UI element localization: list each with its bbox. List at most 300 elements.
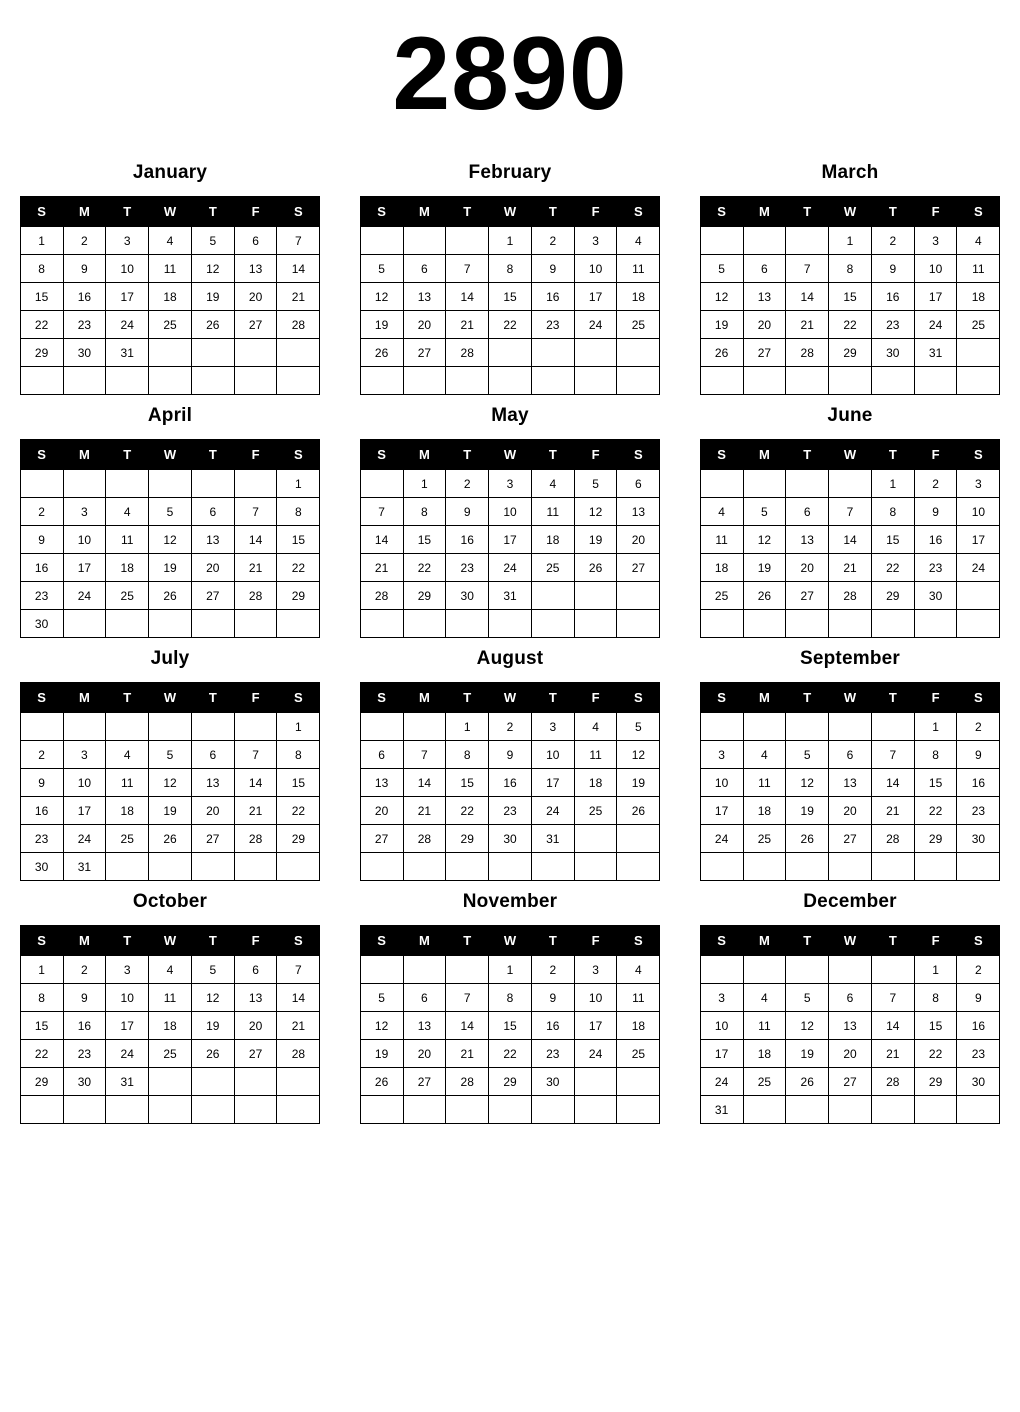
day-cell[interactable]: 21 [403, 797, 446, 825]
day-cell[interactable]: 16 [914, 526, 957, 554]
day-cell[interactable]: 5 [149, 741, 192, 769]
day-cell[interactable]: 26 [360, 1068, 403, 1096]
day-cell[interactable]: 1 [489, 227, 532, 255]
day-cell[interactable]: 14 [446, 1012, 489, 1040]
day-cell[interactable]: 14 [360, 526, 403, 554]
day-cell[interactable]: 28 [446, 339, 489, 367]
day-cell[interactable]: 27 [403, 1068, 446, 1096]
day-cell[interactable]: 21 [871, 1040, 914, 1068]
day-cell[interactable]: 1 [489, 956, 532, 984]
day-cell[interactable]: 26 [786, 825, 829, 853]
day-cell[interactable]: 25 [106, 582, 149, 610]
day-cell[interactable]: 26 [574, 554, 617, 582]
day-cell[interactable]: 10 [574, 255, 617, 283]
day-cell[interactable]: 3 [106, 227, 149, 255]
day-cell[interactable]: 16 [489, 769, 532, 797]
day-cell[interactable]: 15 [403, 526, 446, 554]
day-cell[interactable]: 17 [106, 283, 149, 311]
day-cell[interactable]: 23 [63, 1040, 106, 1068]
day-cell[interactable]: 29 [914, 825, 957, 853]
day-cell[interactable]: 7 [360, 498, 403, 526]
day-cell[interactable]: 3 [63, 741, 106, 769]
day-cell[interactable]: 12 [149, 769, 192, 797]
day-cell[interactable]: 30 [489, 825, 532, 853]
day-cell[interactable]: 19 [149, 797, 192, 825]
day-cell[interactable]: 2 [871, 227, 914, 255]
day-cell[interactable]: 10 [914, 255, 957, 283]
day-cell[interactable]: 20 [829, 1040, 872, 1068]
day-cell[interactable]: 22 [403, 554, 446, 582]
day-cell[interactable]: 4 [957, 227, 1000, 255]
day-cell[interactable]: 27 [234, 1040, 277, 1068]
day-cell[interactable]: 5 [191, 956, 234, 984]
day-cell[interactable]: 27 [191, 582, 234, 610]
day-cell[interactable]: 25 [531, 554, 574, 582]
day-cell[interactable]: 22 [277, 554, 320, 582]
day-cell[interactable]: 24 [914, 311, 957, 339]
day-cell[interactable]: 17 [574, 283, 617, 311]
day-cell[interactable]: 29 [446, 825, 489, 853]
day-cell[interactable]: 19 [743, 554, 786, 582]
day-cell[interactable]: 18 [106, 797, 149, 825]
day-cell[interactable]: 29 [20, 339, 63, 367]
day-cell[interactable]: 28 [403, 825, 446, 853]
day-cell[interactable]: 2 [446, 470, 489, 498]
day-cell[interactable]: 16 [957, 1012, 1000, 1040]
day-cell[interactable]: 5 [360, 984, 403, 1012]
day-cell[interactable]: 3 [574, 227, 617, 255]
day-cell[interactable]: 25 [957, 311, 1000, 339]
day-cell[interactable]: 11 [957, 255, 1000, 283]
day-cell[interactable]: 23 [957, 1040, 1000, 1068]
day-cell[interactable]: 23 [489, 797, 532, 825]
day-cell[interactable]: 19 [786, 797, 829, 825]
day-cell[interactable]: 27 [829, 825, 872, 853]
day-cell[interactable]: 25 [617, 311, 660, 339]
day-cell[interactable]: 7 [446, 984, 489, 1012]
day-cell[interactable]: 20 [234, 283, 277, 311]
day-cell[interactable]: 3 [531, 713, 574, 741]
day-cell[interactable]: 2 [957, 713, 1000, 741]
day-cell[interactable]: 29 [829, 339, 872, 367]
day-cell[interactable]: 25 [574, 797, 617, 825]
day-cell[interactable]: 11 [574, 741, 617, 769]
day-cell[interactable]: 14 [403, 769, 446, 797]
day-cell[interactable]: 11 [149, 255, 192, 283]
day-cell[interactable]: 31 [531, 825, 574, 853]
day-cell[interactable]: 23 [63, 311, 106, 339]
day-cell[interactable]: 17 [63, 797, 106, 825]
day-cell[interactable]: 28 [234, 825, 277, 853]
day-cell[interactable]: 6 [403, 984, 446, 1012]
day-cell[interactable]: 4 [743, 741, 786, 769]
day-cell[interactable]: 20 [360, 797, 403, 825]
day-cell[interactable]: 15 [20, 1012, 63, 1040]
day-cell[interactable]: 27 [234, 311, 277, 339]
day-cell[interactable]: 31 [106, 339, 149, 367]
day-cell[interactable]: 18 [149, 1012, 192, 1040]
day-cell[interactable]: 1 [403, 470, 446, 498]
day-cell[interactable]: 21 [277, 1012, 320, 1040]
day-cell[interactable]: 22 [446, 797, 489, 825]
day-cell[interactable]: 25 [617, 1040, 660, 1068]
day-cell[interactable]: 20 [743, 311, 786, 339]
day-cell[interactable]: 11 [531, 498, 574, 526]
day-cell[interactable]: 10 [106, 255, 149, 283]
day-cell[interactable]: 9 [531, 984, 574, 1012]
day-cell[interactable]: 14 [277, 984, 320, 1012]
day-cell[interactable]: 19 [360, 1040, 403, 1068]
day-cell[interactable]: 13 [191, 769, 234, 797]
day-cell[interactable]: 27 [191, 825, 234, 853]
day-cell[interactable]: 13 [234, 984, 277, 1012]
day-cell[interactable]: 12 [191, 255, 234, 283]
day-cell[interactable]: 28 [871, 825, 914, 853]
day-cell[interactable]: 29 [489, 1068, 532, 1096]
day-cell[interactable]: 13 [786, 526, 829, 554]
day-cell[interactable]: 15 [446, 769, 489, 797]
day-cell[interactable]: 17 [700, 797, 743, 825]
day-cell[interactable]: 5 [786, 984, 829, 1012]
day-cell[interactable]: 24 [700, 825, 743, 853]
day-cell[interactable]: 16 [63, 283, 106, 311]
day-cell[interactable]: 17 [957, 526, 1000, 554]
day-cell[interactable]: 28 [234, 582, 277, 610]
day-cell[interactable]: 8 [20, 255, 63, 283]
day-cell[interactable]: 24 [63, 825, 106, 853]
day-cell[interactable]: 19 [786, 1040, 829, 1068]
day-cell[interactable]: 24 [106, 1040, 149, 1068]
day-cell[interactable]: 14 [234, 526, 277, 554]
day-cell[interactable]: 8 [403, 498, 446, 526]
day-cell[interactable]: 14 [786, 283, 829, 311]
day-cell[interactable]: 26 [617, 797, 660, 825]
day-cell[interactable]: 3 [489, 470, 532, 498]
day-cell[interactable]: 13 [617, 498, 660, 526]
day-cell[interactable]: 27 [617, 554, 660, 582]
day-cell[interactable]: 8 [489, 984, 532, 1012]
day-cell[interactable]: 7 [234, 498, 277, 526]
day-cell[interactable]: 7 [786, 255, 829, 283]
day-cell[interactable]: 10 [531, 741, 574, 769]
day-cell[interactable]: 1 [871, 470, 914, 498]
day-cell[interactable]: 13 [403, 1012, 446, 1040]
day-cell[interactable]: 8 [914, 984, 957, 1012]
day-cell[interactable]: 21 [277, 283, 320, 311]
day-cell[interactable]: 28 [829, 582, 872, 610]
day-cell[interactable]: 21 [829, 554, 872, 582]
day-cell[interactable]: 16 [871, 283, 914, 311]
day-cell[interactable]: 4 [106, 498, 149, 526]
day-cell[interactable]: 3 [700, 984, 743, 1012]
day-cell[interactable]: 30 [446, 582, 489, 610]
day-cell[interactable]: 20 [403, 1040, 446, 1068]
day-cell[interactable]: 18 [617, 283, 660, 311]
day-cell[interactable]: 24 [574, 311, 617, 339]
day-cell[interactable]: 20 [829, 797, 872, 825]
day-cell[interactable]: 31 [63, 853, 106, 881]
day-cell[interactable]: 20 [786, 554, 829, 582]
day-cell[interactable]: 26 [191, 311, 234, 339]
day-cell[interactable]: 22 [489, 311, 532, 339]
day-cell[interactable]: 21 [446, 311, 489, 339]
day-cell[interactable]: 17 [700, 1040, 743, 1068]
day-cell[interactable]: 26 [149, 825, 192, 853]
day-cell[interactable]: 5 [149, 498, 192, 526]
day-cell[interactable]: 6 [234, 227, 277, 255]
day-cell[interactable]: 25 [700, 582, 743, 610]
day-cell[interactable]: 22 [914, 797, 957, 825]
day-cell[interactable]: 9 [63, 255, 106, 283]
day-cell[interactable]: 21 [234, 554, 277, 582]
day-cell[interactable]: 26 [743, 582, 786, 610]
day-cell[interactable]: 9 [957, 741, 1000, 769]
day-cell[interactable]: 6 [786, 498, 829, 526]
day-cell[interactable]: 18 [574, 769, 617, 797]
day-cell[interactable]: 30 [957, 1068, 1000, 1096]
day-cell[interactable]: 8 [829, 255, 872, 283]
day-cell[interactable]: 17 [914, 283, 957, 311]
day-cell[interactable]: 3 [700, 741, 743, 769]
day-cell[interactable]: 6 [234, 956, 277, 984]
day-cell[interactable]: 9 [957, 984, 1000, 1012]
day-cell[interactable]: 14 [829, 526, 872, 554]
day-cell[interactable]: 5 [786, 741, 829, 769]
day-cell[interactable]: 7 [829, 498, 872, 526]
day-cell[interactable]: 5 [191, 227, 234, 255]
day-cell[interactable]: 21 [871, 797, 914, 825]
day-cell[interactable]: 7 [871, 741, 914, 769]
day-cell[interactable]: 7 [403, 741, 446, 769]
day-cell[interactable]: 15 [914, 769, 957, 797]
day-cell[interactable]: 15 [20, 283, 63, 311]
day-cell[interactable]: 1 [20, 227, 63, 255]
day-cell[interactable]: 18 [700, 554, 743, 582]
day-cell[interactable]: 26 [700, 339, 743, 367]
day-cell[interactable]: 20 [234, 1012, 277, 1040]
day-cell[interactable]: 13 [829, 1012, 872, 1040]
day-cell[interactable]: 4 [617, 227, 660, 255]
day-cell[interactable]: 16 [20, 797, 63, 825]
day-cell[interactable]: 21 [446, 1040, 489, 1068]
day-cell[interactable]: 6 [829, 984, 872, 1012]
day-cell[interactable]: 2 [20, 498, 63, 526]
day-cell[interactable]: 9 [531, 255, 574, 283]
day-cell[interactable]: 6 [191, 498, 234, 526]
day-cell[interactable]: 8 [489, 255, 532, 283]
day-cell[interactable]: 22 [871, 554, 914, 582]
day-cell[interactable]: 17 [531, 769, 574, 797]
day-cell[interactable]: 17 [63, 554, 106, 582]
day-cell[interactable]: 7 [871, 984, 914, 1012]
day-cell[interactable]: 24 [106, 311, 149, 339]
day-cell[interactable]: 5 [574, 470, 617, 498]
day-cell[interactable]: 23 [446, 554, 489, 582]
day-cell[interactable]: 10 [700, 769, 743, 797]
day-cell[interactable]: 25 [149, 1040, 192, 1068]
day-cell[interactable]: 4 [106, 741, 149, 769]
day-cell[interactable]: 18 [617, 1012, 660, 1040]
day-cell[interactable]: 6 [191, 741, 234, 769]
day-cell[interactable]: 10 [574, 984, 617, 1012]
day-cell[interactable]: 7 [446, 255, 489, 283]
day-cell[interactable]: 18 [149, 283, 192, 311]
day-cell[interactable]: 11 [106, 526, 149, 554]
day-cell[interactable]: 1 [914, 956, 957, 984]
day-cell[interactable]: 4 [149, 956, 192, 984]
day-cell[interactable]: 1 [914, 713, 957, 741]
day-cell[interactable]: 5 [700, 255, 743, 283]
day-cell[interactable]: 1 [20, 956, 63, 984]
day-cell[interactable]: 31 [700, 1096, 743, 1124]
day-cell[interactable]: 12 [743, 526, 786, 554]
day-cell[interactable]: 23 [871, 311, 914, 339]
day-cell[interactable]: 13 [234, 255, 277, 283]
day-cell[interactable]: 11 [106, 769, 149, 797]
day-cell[interactable]: 22 [277, 797, 320, 825]
day-cell[interactable]: 29 [914, 1068, 957, 1096]
day-cell[interactable]: 15 [277, 769, 320, 797]
day-cell[interactable]: 14 [234, 769, 277, 797]
day-cell[interactable]: 16 [20, 554, 63, 582]
day-cell[interactable]: 12 [700, 283, 743, 311]
day-cell[interactable]: 25 [106, 825, 149, 853]
day-cell[interactable]: 20 [403, 311, 446, 339]
day-cell[interactable]: 2 [63, 227, 106, 255]
day-cell[interactable]: 2 [531, 227, 574, 255]
day-cell[interactable]: 3 [914, 227, 957, 255]
day-cell[interactable]: 27 [743, 339, 786, 367]
day-cell[interactable]: 1 [277, 470, 320, 498]
day-cell[interactable]: 16 [63, 1012, 106, 1040]
day-cell[interactable]: 4 [743, 984, 786, 1012]
day-cell[interactable]: 24 [531, 797, 574, 825]
day-cell[interactable]: 28 [277, 311, 320, 339]
day-cell[interactable]: 3 [574, 956, 617, 984]
day-cell[interactable]: 22 [489, 1040, 532, 1068]
day-cell[interactable]: 14 [871, 769, 914, 797]
day-cell[interactable]: 20 [617, 526, 660, 554]
day-cell[interactable]: 19 [360, 311, 403, 339]
day-cell[interactable]: 8 [871, 498, 914, 526]
day-cell[interactable]: 19 [617, 769, 660, 797]
day-cell[interactable]: 17 [106, 1012, 149, 1040]
day-cell[interactable]: 24 [957, 554, 1000, 582]
day-cell[interactable]: 10 [700, 1012, 743, 1040]
day-cell[interactable]: 13 [743, 283, 786, 311]
day-cell[interactable]: 9 [446, 498, 489, 526]
day-cell[interactable]: 16 [531, 1012, 574, 1040]
day-cell[interactable]: 22 [914, 1040, 957, 1068]
day-cell[interactable]: 8 [277, 498, 320, 526]
day-cell[interactable]: 19 [191, 1012, 234, 1040]
day-cell[interactable]: 23 [531, 1040, 574, 1068]
day-cell[interactable]: 9 [20, 526, 63, 554]
day-cell[interactable]: 29 [277, 825, 320, 853]
day-cell[interactable]: 16 [446, 526, 489, 554]
day-cell[interactable]: 31 [489, 582, 532, 610]
day-cell[interactable]: 23 [531, 311, 574, 339]
day-cell[interactable]: 27 [829, 1068, 872, 1096]
day-cell[interactable]: 14 [446, 283, 489, 311]
day-cell[interactable]: 4 [531, 470, 574, 498]
day-cell[interactable]: 26 [191, 1040, 234, 1068]
day-cell[interactable]: 20 [191, 797, 234, 825]
day-cell[interactable]: 25 [743, 1068, 786, 1096]
day-cell[interactable]: 4 [574, 713, 617, 741]
day-cell[interactable]: 15 [489, 1012, 532, 1040]
day-cell[interactable]: 8 [914, 741, 957, 769]
day-cell[interactable]: 16 [957, 769, 1000, 797]
day-cell[interactable]: 7 [277, 956, 320, 984]
day-cell[interactable]: 18 [743, 797, 786, 825]
day-cell[interactable]: 30 [871, 339, 914, 367]
day-cell[interactable]: 13 [360, 769, 403, 797]
day-cell[interactable]: 17 [574, 1012, 617, 1040]
day-cell[interactable]: 28 [871, 1068, 914, 1096]
day-cell[interactable]: 11 [743, 1012, 786, 1040]
day-cell[interactable]: 18 [743, 1040, 786, 1068]
day-cell[interactable]: 25 [743, 825, 786, 853]
day-cell[interactable]: 30 [20, 853, 63, 881]
day-cell[interactable]: 30 [63, 339, 106, 367]
day-cell[interactable]: 24 [574, 1040, 617, 1068]
day-cell[interactable]: 6 [403, 255, 446, 283]
day-cell[interactable]: 22 [20, 311, 63, 339]
day-cell[interactable]: 3 [63, 498, 106, 526]
day-cell[interactable]: 28 [446, 1068, 489, 1096]
day-cell[interactable]: 15 [489, 283, 532, 311]
day-cell[interactable]: 4 [149, 227, 192, 255]
day-cell[interactable]: 17 [489, 526, 532, 554]
day-cell[interactable]: 24 [489, 554, 532, 582]
day-cell[interactable]: 16 [531, 283, 574, 311]
day-cell[interactable]: 23 [20, 825, 63, 853]
day-cell[interactable]: 2 [957, 956, 1000, 984]
day-cell[interactable]: 6 [617, 470, 660, 498]
day-cell[interactable]: 28 [786, 339, 829, 367]
day-cell[interactable]: 29 [403, 582, 446, 610]
day-cell[interactable]: 26 [360, 339, 403, 367]
day-cell[interactable]: 27 [403, 339, 446, 367]
day-cell[interactable]: 2 [531, 956, 574, 984]
day-cell[interactable]: 28 [360, 582, 403, 610]
day-cell[interactable]: 1 [829, 227, 872, 255]
day-cell[interactable]: 2 [63, 956, 106, 984]
day-cell[interactable]: 22 [20, 1040, 63, 1068]
day-cell[interactable]: 10 [489, 498, 532, 526]
day-cell[interactable]: 12 [786, 1012, 829, 1040]
day-cell[interactable]: 31 [914, 339, 957, 367]
day-cell[interactable]: 30 [914, 582, 957, 610]
day-cell[interactable]: 21 [786, 311, 829, 339]
day-cell[interactable]: 6 [829, 741, 872, 769]
day-cell[interactable]: 30 [20, 610, 63, 638]
day-cell[interactable]: 15 [277, 526, 320, 554]
day-cell[interactable]: 4 [617, 956, 660, 984]
day-cell[interactable]: 15 [871, 526, 914, 554]
day-cell[interactable]: 5 [743, 498, 786, 526]
day-cell[interactable]: 9 [63, 984, 106, 1012]
day-cell[interactable]: 25 [149, 311, 192, 339]
day-cell[interactable]: 9 [489, 741, 532, 769]
day-cell[interactable]: 1 [446, 713, 489, 741]
day-cell[interactable]: 11 [149, 984, 192, 1012]
day-cell[interactable]: 20 [191, 554, 234, 582]
day-cell[interactable]: 3 [106, 956, 149, 984]
day-cell[interactable]: 23 [957, 797, 1000, 825]
day-cell[interactable]: 7 [277, 227, 320, 255]
